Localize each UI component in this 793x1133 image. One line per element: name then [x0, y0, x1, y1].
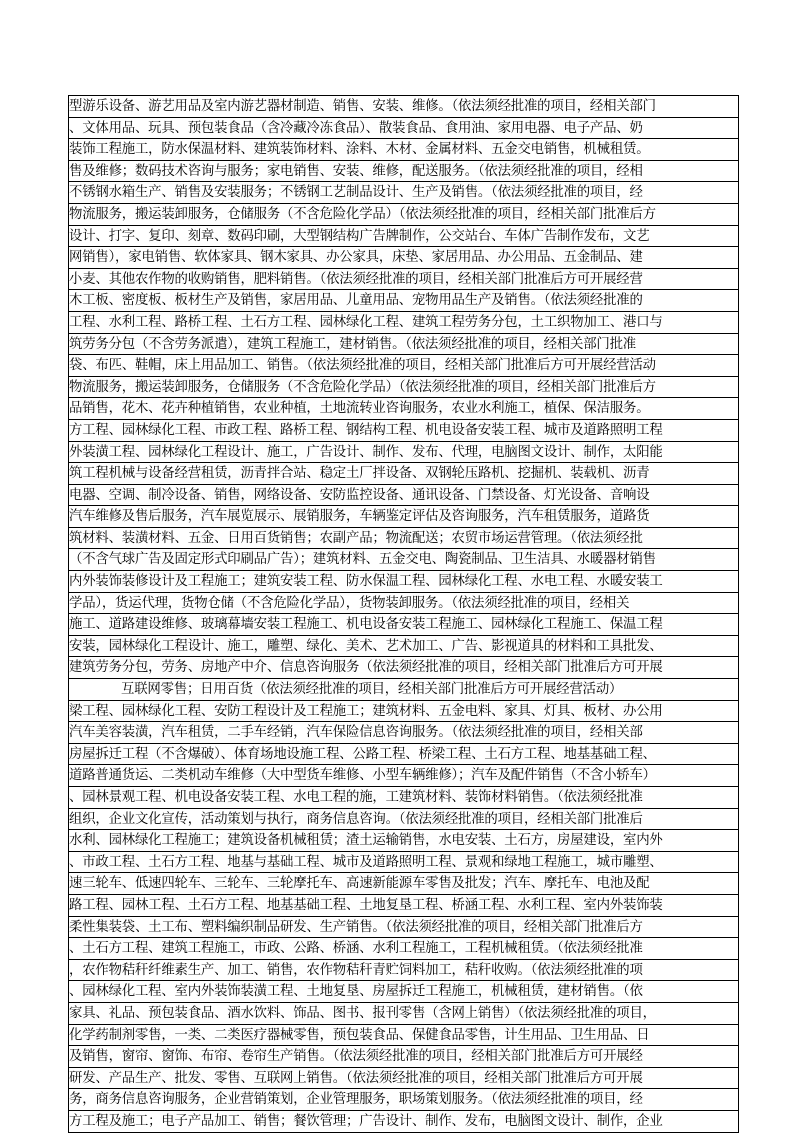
table-row[interactable]: 务，商务信息咨询服务，企业营销策划，企业管理服务，职场策划服务。（依法须经批准的项目，经 — [69, 1089, 738, 1111]
table-row[interactable]: 柔性集装袋、土工布、塑料编织制品研发、生产销售。（依法须经批准的项目，经相关部门批准后方 — [69, 917, 738, 939]
table-row[interactable]: 内外装饰装修设计及工程施工；建筑安装工程、防水保温工程、园林绿化工程、水电工程、水暖安装工 — [69, 571, 738, 593]
table-row[interactable]: ，农作物秸秆纤维素生产、加工、销售，农作物秸秆青贮饲料加工，秸秆收购。（依法须经批准的项 — [69, 960, 738, 982]
table-row[interactable]: 工程、水利工程、路桥工程、土石方工程、园林绿化工程、建筑工程劳务分包，土工织物加工、港口与 — [69, 312, 738, 334]
table-row[interactable]: 及销售，窗帘、窗饰、布帘、卷帘生产销售。（依法须经批准的项目，经相关部门批准后方可开展经 — [69, 1046, 738, 1068]
table-row[interactable]: 筑劳务分包（不含劳务派遣），建筑工程施工，建材销售。（依法须经批准的项目，经相关部门批准 — [69, 334, 738, 356]
table-row[interactable]: 道路普通货运、二类机动车维修（大中型货车维修、小型车辆维修）；汽车及配件销售（不含小轿车） — [69, 765, 738, 787]
table-row[interactable]: 装饰工程施工，防水保温材料、建筑装饰材料、涂料、木材、金属材料、五金交电销售，机械租赁。 — [69, 139, 738, 161]
table-row[interactable]: 水利、园林绿化工程施工；建筑设备机械租赁；渣土运输销售，水电安装、土石方，房屋建设，室内外 — [69, 830, 738, 852]
table-row[interactable]: 网销售），家电销售、软体家具、钢木家具、办公家具，床垫、家居用品、办公用品、五金制品、建 — [69, 247, 738, 269]
table-row[interactable]: 外装潢工程、园林绿化工程设计、施工，广告设计、制作、发布、代理，电脑图文设计、制作，太阳能 — [69, 442, 738, 464]
spreadsheet-column — [68, 95, 739, 1133]
table-row[interactable]: 电器、空调、制冷设备、销售，网络设备、安防监控设备、通讯设备、门禁设备、灯光设备、音响设 — [69, 485, 738, 507]
table-row[interactable]: 筑材料、装潢材料、五金、日用百货销售；农副产品；物流配送；农贸市场运营管理。（依法须经批 — [69, 528, 738, 550]
table-row[interactable]: 组织，企业文化宣传，活动策划与执行，商务信息咨询。（依法须经批准的项目，经相关部门批准后 — [69, 809, 738, 831]
table-row[interactable]: 房屋拆迁工程（不含爆破）、体育场地设施工程、公路工程、桥梁工程、土石方工程、地基基础工程、 — [69, 744, 738, 766]
table-row[interactable]: 施工、道路建设维修、玻璃幕墙安装工程施工、机电设备安装工程施工、园林绿化工程施工、保温工程 — [69, 614, 738, 636]
table-row[interactable]: 速三轮车、低速四轮车、三轮车、三轮摩托车、高速新能源车零售及批发；汽车、摩托车、电池及配 — [69, 873, 738, 895]
table-row[interactable]: 物流服务，搬运装卸服务，仓储服务（不含危险化学品）（依法须经批准的项目，经相关部门批准后方 — [69, 204, 738, 226]
table-row[interactable]: 设计、打字、复印、刻章、数码印刷，大型钢结构广告牌制作，公交站台、车体广告制作发布，文艺 — [69, 226, 738, 248]
table-row[interactable]: 学品），货运代理，货物仓储（不含危险化学品），货物装卸服务。（依法须经批准的项目，经相关 — [69, 593, 738, 615]
table-row[interactable]: 方工程及施工；电子产品加工、销售；餐饮管理；广告设计、制作、发布，电脑图文设计、制作，企业 — [69, 1111, 738, 1133]
table-row[interactable]: 售及维修；数码技术咨询与服务；家电销售、安装、维修，配送服务。（依法须经批准的项目，经相 — [69, 161, 738, 183]
table-row[interactable]: 物流服务，搬运装卸服务，仓储服务（不含危险化学品）（依法须经批准的项目，经相关部门批准后方 — [69, 377, 738, 399]
table-row[interactable]: 、市政工程、土石方工程、地基与基础工程、城市及道路照明工程、景观和绿地工程施工，城市雕塑、 — [69, 852, 738, 874]
table-row[interactable]: 安装，园林绿化工程设计、施工，雕塑、绿化、美术、艺术加工、广告、影视道具的材料和工具批发、 — [69, 636, 738, 658]
table-row[interactable]: 化学药制剂零售，一类、二类医疗器械零售，预包装食品、保健食品零售，计生用品、卫生用品、日 — [69, 1025, 738, 1047]
table-row[interactable]: 、园林绿化工程、室内外装饰装潢工程、土地复垦、房屋拆迁工程施工，机械租赁，建材销售。（依 — [69, 981, 738, 1003]
table-row[interactable]: 袋、布匹、鞋帽，床上用品加工、销售。（依法须经批准的项目，经相关部门批准后方可开展经营活动 — [69, 355, 738, 377]
table-row[interactable]: 木工板、密度板、板材生产及销售，家居用品、儿童用品、宠物用品生产及销售。（依法须经批准的 — [69, 290, 738, 312]
table-row[interactable]: 、园林景观工程、机电设备安装工程、水电工程的施，工建筑材料、装饰材料销售。（依法须经批准 — [69, 787, 738, 809]
table-row[interactable]: 家具、礼品、预包装食品、酒水饮料、饰品、图书、报刊零售（含网上销售）（依法须经批准的项目， — [69, 1003, 738, 1025]
table-row[interactable]: 研发、产品生产、批发、零售、互联网上销售。（依法须经批准的项目，经相关部门批准后方可开展 — [69, 1068, 738, 1090]
table-row[interactable]: 筑工程机械与设备经营租赁，沥青拌合站、稳定土厂拌设备、双钢轮压路机、挖掘机、装载机、沥青 — [69, 463, 738, 485]
table-row[interactable]: 型游乐设备、游艺用品及室内游艺器材制造、销售、安装、维修。（依法须经批准的项目，经相关部门 — [69, 96, 738, 118]
table-row[interactable]: 汽车维修及售后服务，汽车展览展示、展销服务，车辆鉴定评估及咨询服务，汽车租赁服务，道路货 — [69, 506, 738, 528]
table-row[interactable]: （不含气球广告及固定形式印刷品广告）；建筑材料、五金交电、陶瓷制品、卫生洁具、水暖器材销售 — [69, 549, 738, 571]
table-row[interactable]: 互联网零售；日用百货（依法须经批准的项目，经相关部门批准后方可开展经营活动） — [69, 679, 738, 701]
table-row[interactable]: 方工程、园林绿化工程、市政工程、路桥工程、钢结构工程、机电设备安装工程、城市及道路照明工程 — [69, 420, 738, 442]
table-row[interactable]: 不锈钢水箱生产、销售及安装服务；不锈钢工艺制品设计、生产及销售。（依法须经批准的项目，经 — [69, 182, 738, 204]
table-row[interactable]: 小麦、其他农作物的收购销售，肥料销售。（依法须经批准的项目，经相关部门批准后方可开展经营 — [69, 269, 738, 291]
table-row[interactable]: 、文体用品、玩具、预包装食品（含冷藏冷冻食品）、散装食品、食用油、家用电器、电子产品、奶 — [69, 118, 738, 140]
table-row[interactable]: 建筑劳务分包，劳务、房地产中介、信息咨询服务（依法须经批准的项目，经相关部门批准后方可开展 — [69, 657, 738, 679]
table-row[interactable]: 汽车美容装潢，汽车租赁，二手车经销，汽车保险信息咨询服务。（依法须经批准的项目，经相关部 — [69, 722, 738, 744]
table-row[interactable]: 梁工程、园林绿化工程、安防工程设计及工程施工；建筑材料、五金电料、家具、灯具、板材、办公用 — [69, 701, 738, 723]
table-row[interactable]: 、土石方工程、建筑工程施工，市政、公路、桥涵、水利工程施工，工程机械租赁。（依法须经批准 — [69, 938, 738, 960]
table-row[interactable]: 品销售，花木、花卉种植销售，农业种植，土地流转业咨询服务，农业水利施工，植保、保洁服务。 — [69, 398, 738, 420]
table-row[interactable]: 路工程、园林工程、土石方工程、地基基础工程、土地复垦工程、桥涵工程、水利工程、室内外装饰装 — [69, 895, 738, 917]
